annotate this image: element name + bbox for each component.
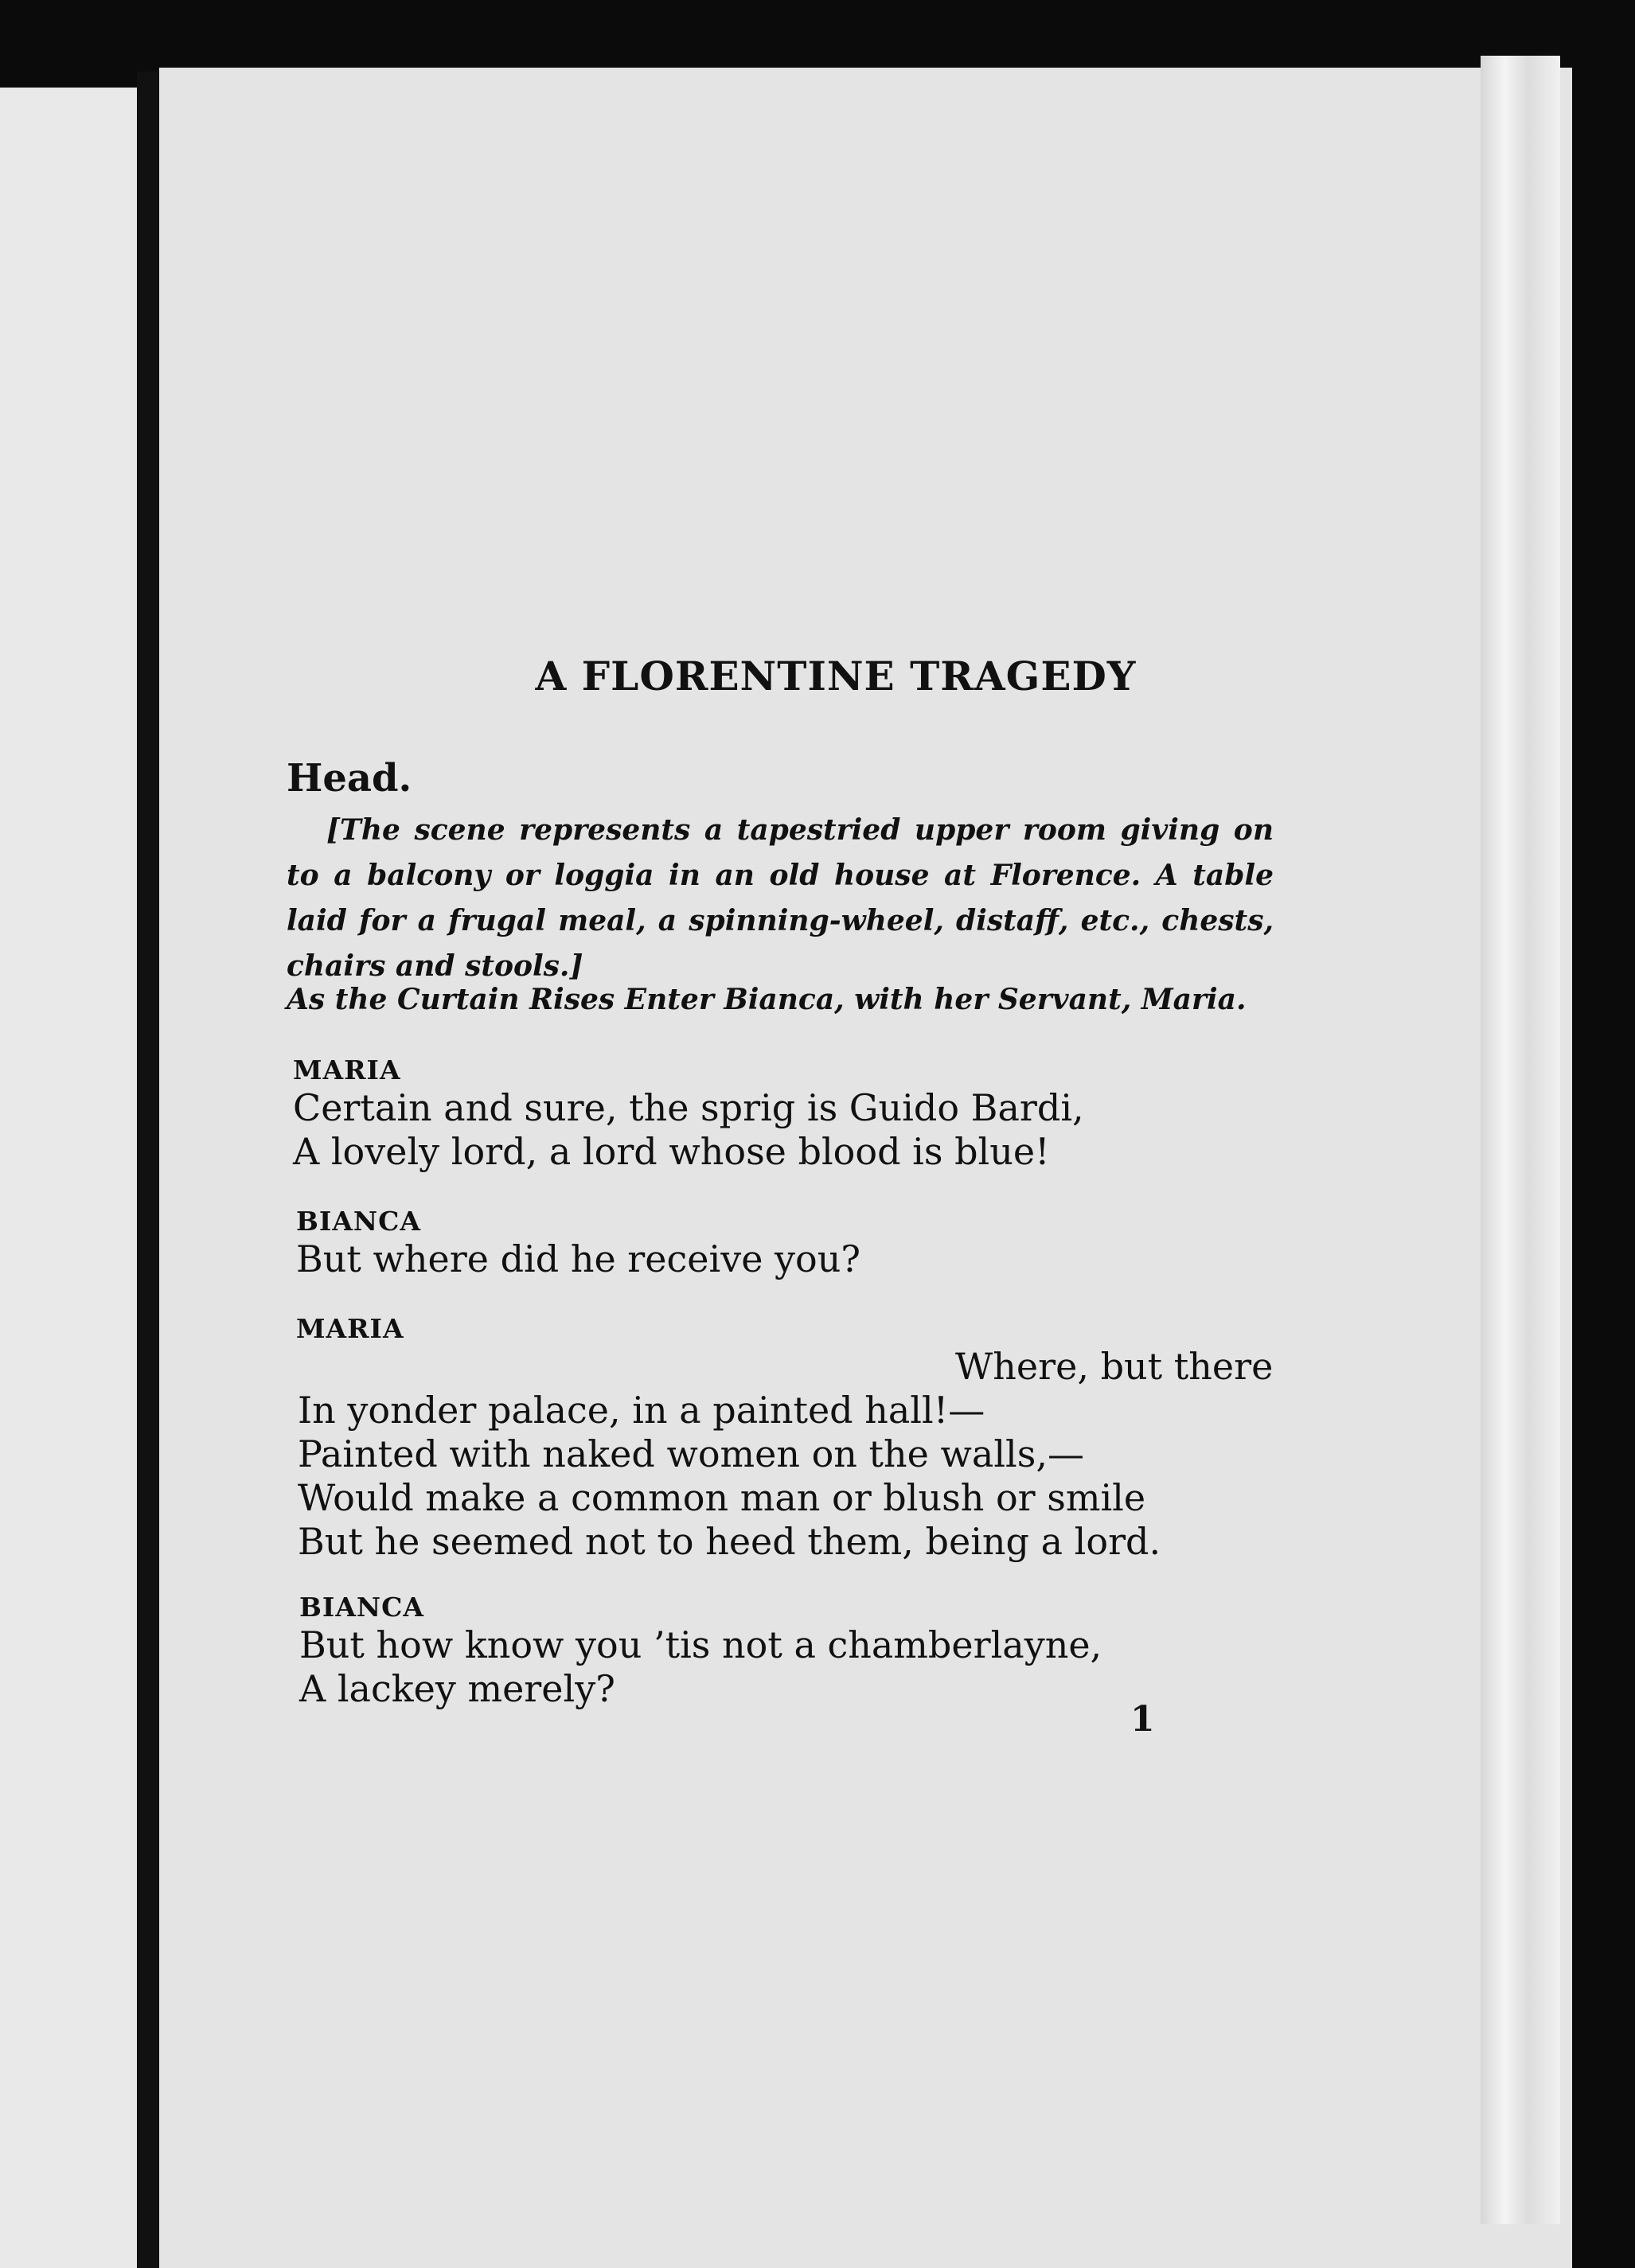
speech-lines [296, 1237, 860, 1281]
verse-line: But he seemed not to heed them, being a lord. [298, 1520, 1161, 1563]
verse-line: A lackey merely? [299, 1667, 615, 1710]
speaker-name: MARIA [293, 1054, 401, 1085]
head-label: Head. [287, 756, 412, 801]
verse-line: In yonder palace, in a painted hall!— [298, 1389, 985, 1432]
page-number: 1 [1130, 1699, 1155, 1740]
speech-lines [298, 1389, 1161, 1564]
page-stack-edge [1481, 56, 1560, 2224]
verse-line: But where did he receive you? [296, 1237, 861, 1280]
left-page-edge [0, 88, 140, 2268]
play-title: A FLORENTINE TRAGEDY [535, 653, 1137, 699]
verse-line: But how know you ’tis not a chamberlayne, [299, 1623, 1102, 1666]
verse-line: Certain and sure, the sprig is Guido Bardi, [293, 1086, 1084, 1129]
stage-direction: [The scene represents a tapestried upper room giving on to a balcony or loggia in an old house at Florence. A table laid for a frugal meal, a spinning-wheel, distaff, etc., chests, chairs and stools.] [287, 813, 1274, 983]
speech-lines [299, 1623, 1102, 1711]
verse-line-half: Where, but there [955, 1345, 1274, 1388]
speaker-name: BIANCA [296, 1206, 421, 1237]
speaker-name: BIANCA [299, 1592, 424, 1623]
speaker-name: MARIA [296, 1313, 404, 1344]
book-gutter [137, 72, 161, 2268]
verse-line: Would make a common man or blush or smile [298, 1476, 1146, 1519]
verse-line: A lovely lord, a lord whose blood is blue! [293, 1130, 1050, 1173]
speech-lines [293, 1086, 1084, 1174]
verse-line: Painted with naked women on the walls,— [298, 1432, 1084, 1475]
entrance-direction: As the Curtain Rises Enter Bianca, with her Servant, Maria. [287, 983, 1247, 1016]
